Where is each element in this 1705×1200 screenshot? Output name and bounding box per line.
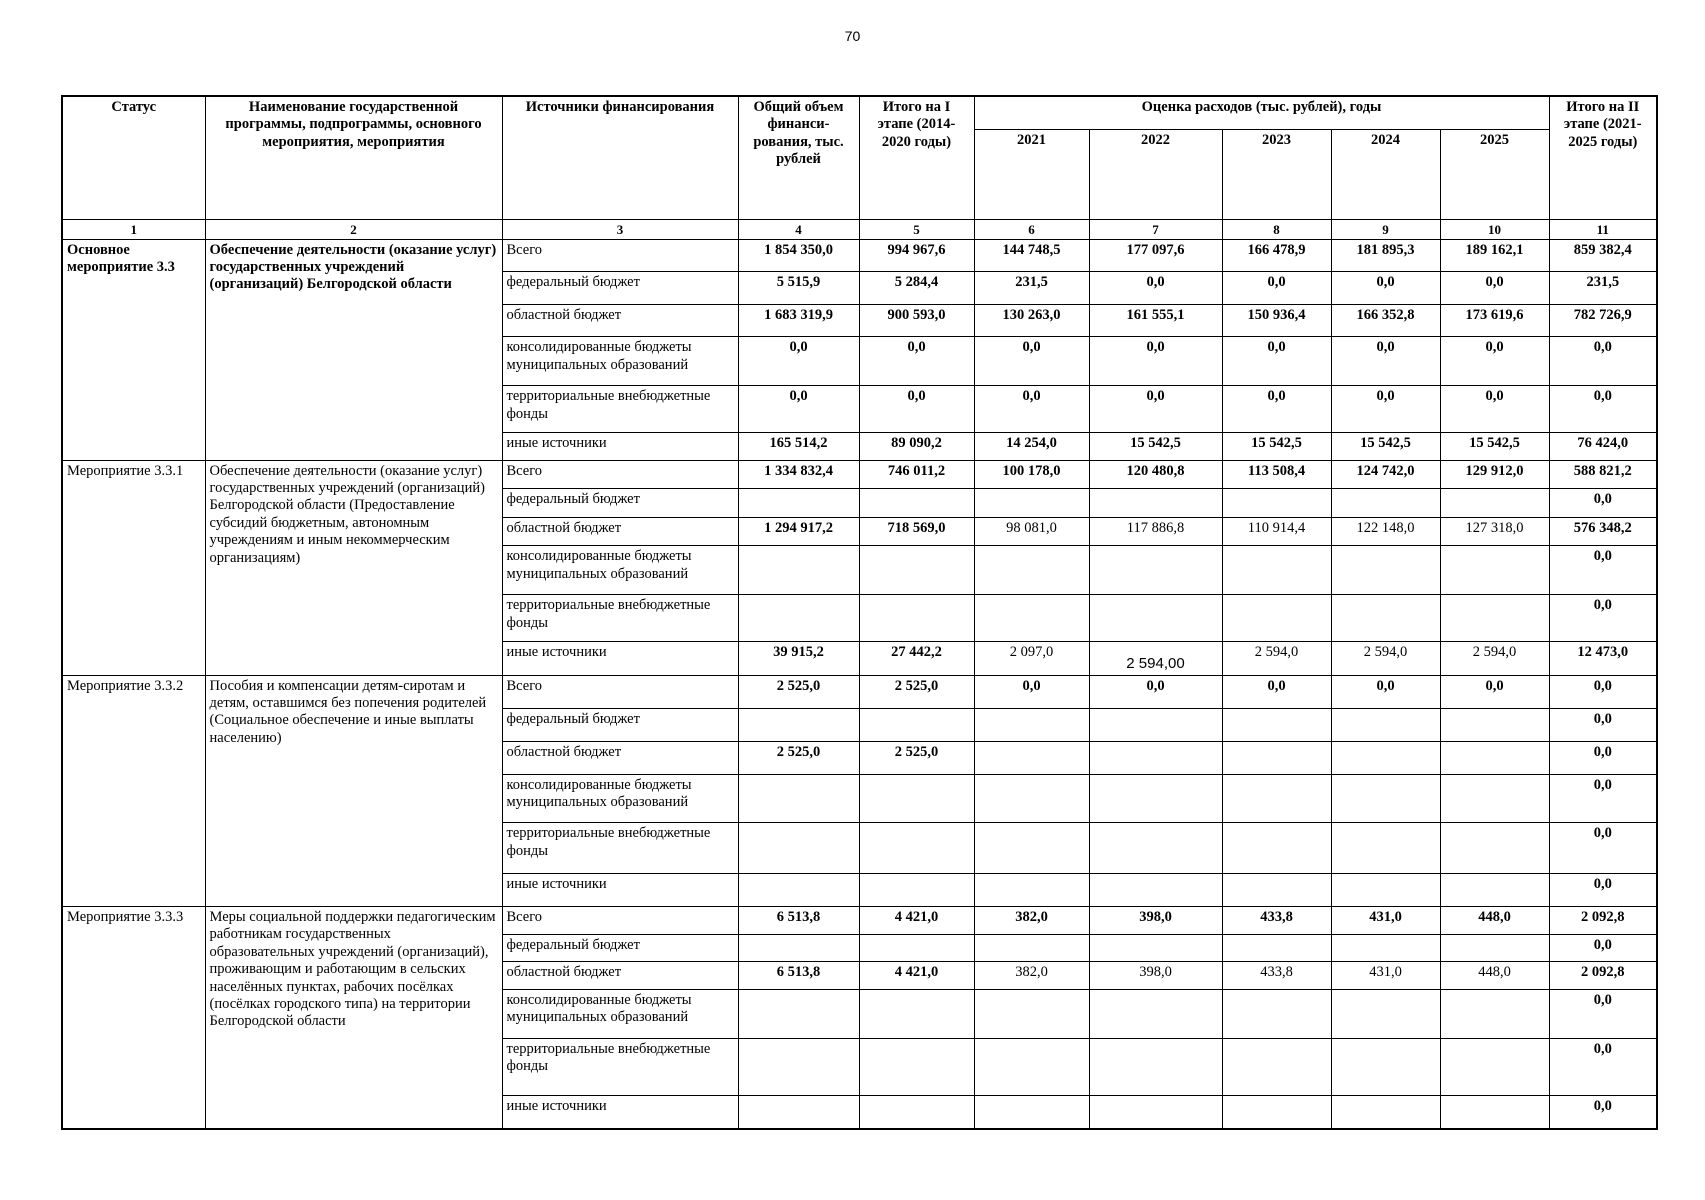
value-cell: 718 569,0: [859, 517, 974, 546]
column-number: 9: [1331, 219, 1440, 239]
value-cell: [1440, 1095, 1549, 1129]
value-cell: 144 748,5: [974, 239, 1089, 272]
column-number: 3: [502, 219, 738, 239]
value-cell: 166 478,9: [1222, 239, 1331, 272]
value-cell: 2 594,0: [1222, 642, 1331, 676]
value-cell: [738, 823, 859, 874]
value-cell: 15 542,5: [1089, 433, 1222, 461]
value-cell: [738, 489, 859, 518]
page-number: 70: [844, 28, 861, 44]
row-name: Меры социальной поддержки педагогическим работникам государственных образовательных учреждений (организаций), проживающим и работающим в сельских населённых пунктах, рабочих посёлках (посёлках городского типа) на территории Белгородской области: [205, 907, 502, 1129]
value-cell: [859, 934, 974, 962]
value-cell: 161 555,1: [1089, 304, 1222, 337]
row-source: Всего: [502, 460, 738, 489]
value-cell: 0,0: [1549, 1095, 1657, 1129]
value-cell: [1222, 709, 1331, 742]
value-cell: 448,0: [1440, 907, 1549, 935]
value-cell: 0,0: [1440, 675, 1549, 709]
value-cell: 2 092,8: [1549, 907, 1657, 935]
value-cell: 433,8: [1222, 907, 1331, 935]
value-cell: [738, 1095, 859, 1129]
header-year: 2025: [1440, 129, 1549, 219]
value-cell: 0,0: [1549, 774, 1657, 823]
header-estimate: Оценка расходов (тыс. рублей), годы: [974, 96, 1549, 129]
row-status: Мероприятие 3.3.1: [62, 460, 205, 675]
value-cell: [1440, 823, 1549, 874]
value-cell: [1440, 741, 1549, 774]
value-cell: [738, 934, 859, 962]
value-cell: [974, 989, 1089, 1038]
value-cell: [1222, 546, 1331, 595]
financing-table: [61, 95, 1658, 1130]
value-cell: 5 284,4: [859, 272, 974, 305]
value-cell: [1331, 989, 1440, 1038]
row-name: Пособия и компенсации детям-сиротам и детям, оставшимся без попечения родителей (Социальное обеспечение и иные выплаты населению): [205, 675, 502, 906]
row-name: Обеспечение деятельности (оказание услуг) государственных учреждений (организаций) Белгородской области: [205, 239, 502, 460]
value-cell: [1331, 489, 1440, 518]
value-cell: 0,0: [738, 337, 859, 386]
value-cell: 0,0: [974, 337, 1089, 386]
value-cell: 0,0: [1440, 272, 1549, 305]
header-sources: Источники финансирования: [502, 96, 738, 219]
value-cell: [859, 823, 974, 874]
row-source: консолидированные бюджеты муниципальных образований: [502, 337, 738, 386]
value-cell: 0,0: [1549, 337, 1657, 386]
value-cell: 2 525,0: [859, 741, 974, 774]
value-cell: 117 886,8: [1089, 517, 1222, 546]
value-cell: 398,0: [1089, 907, 1222, 935]
value-cell: 2 092,8: [1549, 962, 1657, 990]
value-cell: 130 263,0: [974, 304, 1089, 337]
value-cell: 2 594,00: [1089, 642, 1222, 676]
value-cell: 0,0: [1549, 1038, 1657, 1095]
row-source: областной бюджет: [502, 517, 738, 546]
value-cell: [1222, 741, 1331, 774]
value-cell: [1222, 989, 1331, 1038]
value-cell: 431,0: [1331, 962, 1440, 990]
value-cell: 576 348,2: [1549, 517, 1657, 546]
value-cell: 0,0: [1549, 741, 1657, 774]
header-stage2: Итого на II этапе (2021-2025 годы): [1549, 96, 1657, 219]
value-cell: 177 097,6: [1089, 239, 1222, 272]
value-cell: [1089, 774, 1222, 823]
value-cell: 0,0: [974, 675, 1089, 709]
value-cell: 2 525,0: [738, 675, 859, 709]
value-cell: [1331, 709, 1440, 742]
value-cell: 2 594,0: [1331, 642, 1440, 676]
value-cell: 746 011,2: [859, 460, 974, 489]
row-status: Основное мероприятие 3.3: [62, 239, 205, 460]
value-cell: 0,0: [1549, 709, 1657, 742]
value-cell: 2 594,0: [1440, 642, 1549, 676]
value-cell: 124 742,0: [1331, 460, 1440, 489]
row-source: федеральный бюджет: [502, 709, 738, 742]
column-number: 8: [1222, 219, 1331, 239]
header-stage1: Итого на I этапе (2014-2020 годы): [859, 96, 974, 219]
value-cell: 120 480,8: [1089, 460, 1222, 489]
value-cell: [1331, 595, 1440, 642]
value-cell: 0,0: [738, 386, 859, 433]
value-cell: 1 854 350,0: [738, 239, 859, 272]
value-cell: 900 593,0: [859, 304, 974, 337]
value-cell: [974, 774, 1089, 823]
value-cell: [974, 823, 1089, 874]
value-cell: [1331, 546, 1440, 595]
value-cell: 98 081,0: [974, 517, 1089, 546]
value-cell: 76 424,0: [1549, 433, 1657, 461]
value-cell: 110 914,4: [1222, 517, 1331, 546]
value-cell: [1089, 1095, 1222, 1129]
value-cell: [1440, 934, 1549, 962]
value-cell: 12 473,0: [1549, 642, 1657, 676]
value-cell: 0,0: [1089, 386, 1222, 433]
value-cell: [738, 989, 859, 1038]
value-cell: 0,0: [1549, 934, 1657, 962]
header-year: 2022: [1089, 129, 1222, 219]
value-cell: 859 382,4: [1549, 239, 1657, 272]
value-cell: [859, 595, 974, 642]
value-cell: 0,0: [1549, 675, 1657, 709]
value-cell: 4 421,0: [859, 962, 974, 990]
value-cell: 231,5: [974, 272, 1089, 305]
row-source: областной бюджет: [502, 304, 738, 337]
value-cell: 150 936,4: [1222, 304, 1331, 337]
value-cell: [1089, 989, 1222, 1038]
value-cell: 0,0: [1549, 546, 1657, 595]
value-cell: [1222, 934, 1331, 962]
header-year: 2024: [1331, 129, 1440, 219]
row-source: территориальные внебюджетные фонды: [502, 595, 738, 642]
header-year: 2021: [974, 129, 1089, 219]
value-cell: [1440, 989, 1549, 1038]
value-cell: 0,0: [974, 386, 1089, 433]
row-source: консолидированные бюджеты муниципальных образований: [502, 774, 738, 823]
value-cell: 0,0: [1549, 595, 1657, 642]
row-source: территориальные внебюджетные фонды: [502, 823, 738, 874]
value-cell: 189 162,1: [1440, 239, 1549, 272]
value-cell: 127 318,0: [1440, 517, 1549, 546]
value-cell: [859, 546, 974, 595]
value-cell: [859, 874, 974, 907]
value-cell: 2 097,0: [974, 642, 1089, 676]
column-number: 11: [1549, 219, 1657, 239]
value-cell: [974, 874, 1089, 907]
value-cell: 433,8: [1222, 962, 1331, 990]
row-status: Мероприятие 3.3.3: [62, 907, 205, 1129]
value-cell: 0,0: [859, 386, 974, 433]
column-number: 5: [859, 219, 974, 239]
row-source: консолидированные бюджеты муниципальных образований: [502, 989, 738, 1038]
value-cell: [1222, 1038, 1331, 1095]
value-cell: 27 442,2: [859, 642, 974, 676]
value-cell: 0,0: [1440, 337, 1549, 386]
value-cell: 0,0: [1549, 489, 1657, 518]
value-cell: 382,0: [974, 907, 1089, 935]
value-cell: [1222, 595, 1331, 642]
value-cell: [859, 1038, 974, 1095]
value-cell: 1 683 319,9: [738, 304, 859, 337]
value-cell: [738, 874, 859, 907]
row-status: Мероприятие 3.3.2: [62, 675, 205, 906]
value-cell: [1440, 874, 1549, 907]
value-cell: [1089, 595, 1222, 642]
value-cell: 0,0: [1549, 874, 1657, 907]
value-cell: 0,0: [1089, 337, 1222, 386]
value-cell: 15 542,5: [1222, 433, 1331, 461]
row-source: иные источники: [502, 1095, 738, 1129]
table-body: [62, 239, 1657, 1129]
value-cell: [1089, 1038, 1222, 1095]
value-cell: 1 334 832,4: [738, 460, 859, 489]
value-cell: 122 148,0: [1331, 517, 1440, 546]
value-cell: 231,5: [1549, 272, 1657, 305]
value-cell: 0,0: [1331, 337, 1440, 386]
value-cell: 782 726,9: [1549, 304, 1657, 337]
row-source: областной бюджет: [502, 962, 738, 990]
column-number: 1: [62, 219, 205, 239]
value-cell: [1089, 709, 1222, 742]
value-cell: [1222, 774, 1331, 823]
value-cell: 2 525,0: [738, 741, 859, 774]
table-row: [62, 907, 1657, 935]
value-cell: [1089, 934, 1222, 962]
value-cell: 166 352,8: [1331, 304, 1440, 337]
value-cell: [1222, 489, 1331, 518]
value-cell: 0,0: [1549, 823, 1657, 874]
value-cell: [974, 1095, 1089, 1129]
value-cell: 173 619,6: [1440, 304, 1549, 337]
column-number: 4: [738, 219, 859, 239]
value-cell: [738, 546, 859, 595]
row-source: иные источники: [502, 874, 738, 907]
value-cell: 129 912,0: [1440, 460, 1549, 489]
row-source: федеральный бюджет: [502, 934, 738, 962]
row-source: федеральный бюджет: [502, 272, 738, 305]
row-source: иные источники: [502, 642, 738, 676]
value-cell: [974, 709, 1089, 742]
column-number: 2: [205, 219, 502, 239]
value-cell: [859, 1095, 974, 1129]
header-total: Общий объем финанси-рования, тыс. рублей: [738, 96, 859, 219]
value-cell: [738, 1038, 859, 1095]
row-source: федеральный бюджет: [502, 489, 738, 518]
value-cell: [1222, 1095, 1331, 1129]
value-cell: [1440, 595, 1549, 642]
value-cell: [974, 489, 1089, 518]
header-year: 2023: [1222, 129, 1331, 219]
value-cell: 0,0: [1549, 989, 1657, 1038]
value-cell: 4 421,0: [859, 907, 974, 935]
value-cell: 0,0: [1222, 386, 1331, 433]
value-cell: [974, 546, 1089, 595]
value-cell: 0,0: [1331, 675, 1440, 709]
row-source: территориальные внебюджетные фонды: [502, 1038, 738, 1095]
row-source: областной бюджет: [502, 741, 738, 774]
value-cell: [1222, 823, 1331, 874]
value-cell: 588 821,2: [1549, 460, 1657, 489]
value-cell: [1331, 823, 1440, 874]
value-cell: [738, 709, 859, 742]
value-cell: [1440, 774, 1549, 823]
column-number: 6: [974, 219, 1089, 239]
value-cell: [1331, 874, 1440, 907]
row-source: Всего: [502, 239, 738, 272]
value-cell: 0,0: [859, 337, 974, 386]
value-cell: [1222, 874, 1331, 907]
value-cell: [1331, 1095, 1440, 1129]
value-cell: 0,0: [1222, 675, 1331, 709]
value-cell: [1331, 934, 1440, 962]
row-source: консолидированные бюджеты муниципальных образований: [502, 546, 738, 595]
column-number: 10: [1440, 219, 1549, 239]
table-row: [62, 460, 1657, 489]
value-cell: 181 895,3: [1331, 239, 1440, 272]
value-cell: 6 513,8: [738, 962, 859, 990]
value-cell: [1089, 823, 1222, 874]
value-cell: 1 294 917,2: [738, 517, 859, 546]
value-cell: [974, 934, 1089, 962]
column-number: 7: [1089, 219, 1222, 239]
value-cell: 0,0: [1440, 386, 1549, 433]
value-cell: [1331, 741, 1440, 774]
value-cell: [1089, 741, 1222, 774]
value-cell: [859, 774, 974, 823]
column-numbers-row: [62, 219, 1657, 239]
value-cell: 382,0: [974, 962, 1089, 990]
value-cell: [859, 709, 974, 742]
value-cell: 2 525,0: [859, 675, 974, 709]
value-cell: 0,0: [1089, 272, 1222, 305]
value-cell: 15 542,5: [1331, 433, 1440, 461]
value-cell: 994 967,6: [859, 239, 974, 272]
value-cell: 15 542,5: [1440, 433, 1549, 461]
value-cell: [1089, 489, 1222, 518]
value-cell: [1440, 709, 1549, 742]
value-cell: 0,0: [1549, 386, 1657, 433]
value-cell: 165 514,2: [738, 433, 859, 461]
value-cell: 0,0: [1222, 272, 1331, 305]
value-cell: [974, 1038, 1089, 1095]
value-cell: 14 254,0: [974, 433, 1089, 461]
value-cell: 6 513,8: [738, 907, 859, 935]
row-name: Обеспечение деятельности (оказание услуг) государственных учреждений (организаций) Белгородской области (Предоставление субсидий бюджетным, автономным учреждениям и иным некоммерческим организациям): [205, 460, 502, 675]
value-cell: 431,0: [1331, 907, 1440, 935]
value-cell: 0,0: [1222, 337, 1331, 386]
value-cell: [738, 774, 859, 823]
value-cell: [1089, 874, 1222, 907]
row-source: иные источники: [502, 433, 738, 461]
value-cell: 0,0: [1331, 386, 1440, 433]
value-cell: [738, 595, 859, 642]
value-cell: 0,0: [1089, 675, 1222, 709]
value-cell: 39 915,2: [738, 642, 859, 676]
value-cell: 100 178,0: [974, 460, 1089, 489]
table-row: [62, 239, 1657, 272]
value-cell: [1089, 546, 1222, 595]
value-cell: [859, 489, 974, 518]
value-cell: 89 090,2: [859, 433, 974, 461]
header-status: Статус: [62, 96, 205, 219]
value-cell: [1440, 489, 1549, 518]
header-name: Наименование государственной программы, подпрограммы, основного мероприятия, мероприятия: [205, 96, 502, 219]
value-cell: [974, 741, 1089, 774]
value-cell: [1331, 1038, 1440, 1095]
value-cell: [859, 989, 974, 1038]
row-source: Всего: [502, 907, 738, 935]
value-cell: [1440, 1038, 1549, 1095]
table-row: [62, 675, 1657, 709]
value-cell: 398,0: [1089, 962, 1222, 990]
value-cell: [1331, 774, 1440, 823]
value-cell: 0,0: [1331, 272, 1440, 305]
value-cell: [1440, 546, 1549, 595]
value-cell: 5 515,9: [738, 272, 859, 305]
row-source: Всего: [502, 675, 738, 709]
value-cell: [974, 595, 1089, 642]
value-cell: 448,0: [1440, 962, 1549, 990]
value-cell: 113 508,4: [1222, 460, 1331, 489]
row-source: территориальные внебюджетные фонды: [502, 386, 738, 433]
